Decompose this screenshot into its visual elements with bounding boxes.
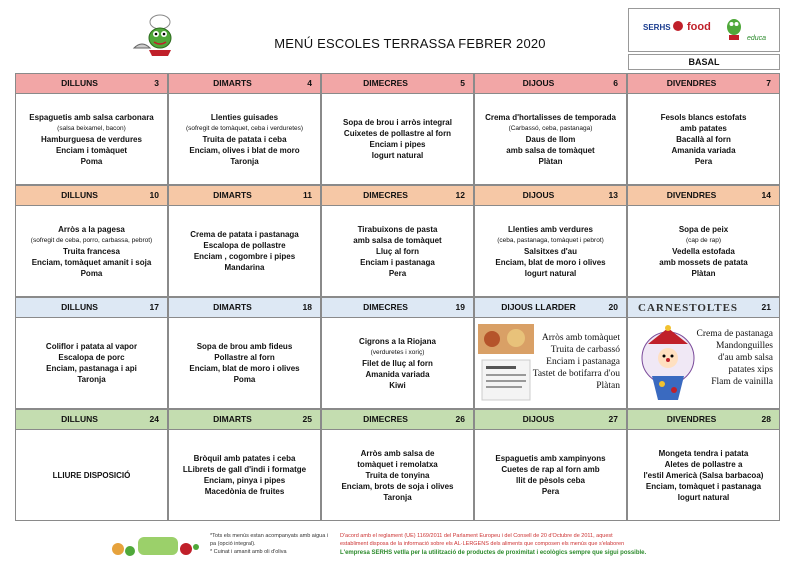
dish-line: Enciam i pastanaga: [546, 357, 620, 367]
footer-note-2: pa (opció integral).: [210, 541, 256, 547]
dish-line: Arròs amb salsa de: [360, 448, 435, 458]
day-number: 11: [303, 190, 312, 200]
alimentacio-sana-logo: [110, 531, 200, 561]
llarder-food-image: [478, 324, 534, 404]
dish-line: Poma: [80, 156, 103, 166]
day-name: DILLUNS: [61, 78, 98, 88]
day-number: 4: [307, 78, 312, 88]
dish-line: Arròs a la pagesa: [58, 224, 125, 234]
dish-line: Enciam i pastanaga: [360, 257, 435, 267]
dish-line: Pollastre al forn: [214, 353, 275, 362]
day-number: 26: [455, 414, 465, 424]
day-menu: [321, 318, 474, 409]
dish-line: Truita de tonyina: [365, 470, 430, 480]
dish-line: Tirabuixons de pasta: [357, 224, 438, 234]
dish-line: Kiwi: [389, 380, 406, 390]
day-header: [321, 73, 474, 94]
dish-line: Fesols blancs estofats: [660, 112, 747, 122]
serhs-food-logo: [628, 8, 780, 52]
day-name: DIMECRES: [363, 414, 408, 424]
dish-line: tomàquet i remolatxa: [357, 459, 438, 469]
dish-line: l'estil Americà (Salsa barbacoa): [643, 470, 764, 480]
week-body-row: [15, 430, 780, 521]
day-name: DIMECRES: [363, 78, 408, 88]
dish-line: Flam de vainilla: [711, 377, 773, 387]
day-name: DIMECRES: [363, 302, 408, 312]
dish-line: Truita de patata i ceba: [202, 134, 287, 144]
day-number: 7: [766, 78, 771, 88]
dish-line: Mandarina: [224, 263, 265, 272]
footer-legal-2: establiment disposa de la informació sobre els AL·LERGENS dels aliments que composen els menús que s'elaboren: [340, 541, 625, 547]
day-header: [474, 185, 627, 206]
day-name: DIJOUS: [522, 78, 555, 88]
day-header: [15, 409, 168, 430]
dish-line: Iogurt natural: [524, 268, 577, 278]
dish-line: Crema de pastanaga: [696, 329, 773, 339]
day-number: 27: [608, 414, 618, 424]
dish-line: Poma: [80, 268, 103, 278]
day-name: DIVENDRES: [666, 190, 717, 200]
day-menu: [474, 206, 627, 297]
day-header: [474, 73, 627, 94]
dish-line: Macedònia de fruites: [204, 487, 285, 496]
dish-line: Iogurt natural: [371, 151, 424, 160]
week-body-row: [15, 206, 780, 297]
dish-line: Plàtan: [538, 156, 563, 166]
dish-line: Cuixetes de pollastre al forn: [343, 129, 452, 138]
dish-line: amb patates: [680, 123, 727, 133]
footer-proximity: L'empresa SERHS vetlla per la utilització de productes de proximitat i ecològics sempre que sigui possible.: [340, 550, 647, 556]
day-menu: [15, 318, 168, 409]
dish-line: Sopa de peix: [678, 224, 729, 234]
dish-line: Crema d'hortalisses de temporada: [485, 112, 616, 122]
day-number: 19: [455, 302, 465, 312]
day-menu: [168, 206, 321, 297]
day-number: 13: [608, 190, 618, 200]
dish-line: Aletes de pollastre a: [664, 459, 743, 469]
dish-line: Mandonguilles: [716, 341, 773, 351]
day-name: DIVENDRES: [666, 78, 717, 88]
dish-line: Daus de llom: [525, 134, 576, 144]
dish-line: Truita francesa: [63, 246, 120, 256]
dish-line: Escalopa de pollastre: [203, 241, 286, 250]
carnestoltes-title: CARNESTOLTES: [638, 302, 739, 314]
dish-line: Enciam, pastanaga i api: [46, 364, 137, 373]
day-number: 18: [302, 302, 312, 312]
dish-line: Amanida variada: [365, 369, 430, 379]
week-header-row: [15, 185, 780, 206]
day-header: [168, 297, 321, 318]
week-header-row: [15, 73, 780, 94]
dish-line: Taronja: [383, 492, 412, 502]
day-header: [627, 297, 780, 318]
day-name: DIMARTS: [213, 78, 252, 88]
day-menu: [474, 94, 627, 185]
week-header-row: [15, 297, 780, 318]
dish-line: d'au amb salsa: [717, 353, 773, 363]
day-name: DILLUNS: [61, 302, 98, 312]
dish-line: Taronja: [77, 375, 106, 384]
day-header: [627, 185, 780, 206]
logo-serhs-text: SERHS: [643, 23, 671, 32]
week-header-row: [15, 409, 780, 430]
day-menu: [168, 94, 321, 185]
dish-line: Llenties amb verdures: [508, 224, 593, 234]
day-header: [321, 185, 474, 206]
day-number: 17: [149, 302, 159, 312]
dish-line: Lluç al forn: [375, 246, 420, 256]
dish-line: Pera: [694, 156, 713, 166]
dish-detail: (Carbassó, ceba, pastanaga): [508, 124, 593, 132]
frog-mascot-icon: [725, 15, 743, 41]
dish-line: Vedella estofada: [672, 246, 735, 256]
dish-line: Escalopa de porc: [58, 353, 125, 362]
dish-detail: (verduretes i xoriç): [370, 348, 425, 356]
dish-line: Enciam, blat de moro i olives: [189, 364, 300, 373]
day-header: [627, 73, 780, 94]
chef-frog-icon: [130, 14, 190, 58]
day-number: 14: [761, 190, 771, 200]
dish-line: Enciam, pinya i pipes: [203, 476, 286, 485]
day-menu: [627, 430, 780, 521]
day-header: [168, 409, 321, 430]
day-header: [168, 185, 321, 206]
dish-line: llit de pèsols ceba: [516, 476, 585, 485]
week-body-row: [15, 94, 780, 185]
dish-line: Enciam , cogombre i pipes: [193, 252, 296, 261]
day-header: [15, 185, 168, 206]
dish-detail: (ceba, pastanaga, tomàquet i pebrot): [497, 236, 604, 244]
dish-line: Arròs amb tomàquet: [541, 333, 620, 343]
footer-legal-1: D'acord amb el reglament (UE) 1169/2011 del Parlament Europeu i del Consell de 20 d'Octubre de 2011, aquest: [340, 533, 613, 539]
carnestoltes-menu-text: [697, 328, 774, 388]
dish-line: Mongeta tendra i patata: [658, 448, 749, 458]
dish-line: Enciam, brots de soja i olives: [341, 481, 454, 491]
day-name: DILLUNS: [61, 190, 98, 200]
footer-note-3: * Cuinat i amanit amb oli d'oliva: [210, 549, 287, 555]
carnestoltes-clown-image: [638, 324, 698, 404]
dish-line: Crema de patata i pastanaga: [190, 230, 299, 239]
dish-line: Enciam, tomàquet i pastanaga: [645, 481, 762, 491]
dish-detail: (sofregit de tomàquet, ceba i verduretes): [185, 124, 304, 132]
logo-educa-text: educa: [747, 35, 767, 42]
day-menu: [321, 206, 474, 297]
day-number: 25: [302, 414, 312, 424]
dish-line: Enciam, blat de moro i olives: [495, 257, 606, 267]
footer-note-1: *Tots els menús estan acompanyats amb aigua i: [210, 533, 329, 539]
day-header: [474, 409, 627, 430]
day-number: 20: [608, 302, 618, 312]
llarder-menu-text: [533, 332, 620, 392]
footer-notes: [210, 532, 328, 556]
day-number: 24: [149, 414, 159, 424]
week-body-row: [15, 318, 780, 409]
basal-label: BASAL: [628, 54, 780, 70]
dish-line: Bacallà al forn: [676, 134, 731, 144]
day-name: DILLUNS: [61, 414, 98, 424]
day-menu: [474, 430, 627, 521]
dish-line: Salsitxes d'au: [523, 246, 578, 256]
day-name: DIVENDRES: [666, 414, 717, 424]
day-header: [15, 297, 168, 318]
dish-line: Cigrons a la Riojana: [359, 336, 436, 346]
day-name: DIJOUS LLARDER: [501, 302, 576, 312]
dish-detail: (sofregit de ceba, porro, carbassa, pebrot): [30, 236, 153, 244]
day-number: 10: [149, 190, 159, 200]
footer-legal: [340, 532, 780, 548]
dish-line: amb salsa de tomàquet: [353, 235, 442, 245]
dish-line: Sopa de brou i arròs integral: [343, 118, 452, 127]
dish-line: Enciam i pipes: [369, 140, 426, 149]
page-title: MENÚ ESCOLES TERRASSA FEBRER 2020: [274, 36, 546, 51]
day-name: DIMARTS: [213, 190, 252, 200]
logo-dot-icon: [673, 21, 683, 31]
day-header: [15, 73, 168, 94]
dish-line: Espaguetis amb xampinyons: [495, 454, 606, 463]
dish-line: Iogurt natural: [677, 492, 730, 502]
dish-line: Enciam i tomàquet: [55, 145, 128, 155]
day-menu: [474, 318, 627, 409]
dish-line: amb salsa de tomàquet: [506, 145, 595, 155]
dish-line: patates xips: [728, 365, 773, 375]
dish-line: Sopa de brou amb fideus: [196, 342, 293, 351]
menu-grid: [15, 73, 780, 521]
dish-line: Bròquil amb patates i ceba: [193, 454, 296, 463]
dish-line: Llenties guisades: [210, 112, 279, 122]
day-menu: [15, 430, 168, 521]
day-menu: [627, 94, 780, 185]
day-menu: [168, 318, 321, 409]
dish-line: Pera: [388, 268, 407, 278]
dish-line: Coliflor i patata al vapor: [45, 342, 138, 351]
dish-line: Cuetes de rap al forn amb: [501, 465, 600, 474]
dish-line: Hamburguesa de verdures: [41, 134, 142, 144]
day-header: [474, 297, 627, 318]
dish-detail: (salsa beixamel, bacon): [57, 124, 126, 132]
day-menu: [168, 430, 321, 521]
day-header: [321, 409, 474, 430]
day-header: [627, 409, 780, 430]
dish-line: LLibrets de gall d'indi i formatge: [182, 465, 307, 474]
dish-line: Truita de carbassó: [550, 345, 620, 355]
day-name: DIJOUS: [522, 190, 555, 200]
day-header: [321, 297, 474, 318]
day-number: 12: [455, 190, 465, 200]
day-menu: [321, 430, 474, 521]
logo-food-text: food: [687, 21, 711, 33]
day-number: 21: [761, 302, 771, 312]
day-menu: [15, 94, 168, 185]
day-header: [168, 73, 321, 94]
day-menu: [627, 206, 780, 297]
dish-line: Enciam, olives i blat de moro: [189, 145, 300, 155]
day-menu: [321, 94, 474, 185]
day-number: 5: [460, 78, 465, 88]
day-name: DIJOUS: [522, 414, 555, 424]
dish-line: Plàtan: [596, 381, 620, 391]
dish-line: LLIURE DISPOSICIÓ: [52, 470, 131, 480]
day-name: DIMARTS: [213, 414, 252, 424]
dish-line: Amanida variada: [671, 145, 736, 155]
dish-line: Espaguetis amb salsa carbonara: [29, 112, 154, 122]
dish-line: amb mossets de patata: [659, 257, 748, 267]
dish-line: Enciam, tomàquet amanit i soja: [31, 257, 152, 267]
day-menu: [627, 318, 780, 409]
day-number: 6: [613, 78, 618, 88]
day-number: 28: [761, 414, 771, 424]
dish-line: Filet de lluç al forn: [362, 358, 433, 368]
day-menu: [15, 206, 168, 297]
dish-line: Taronja: [230, 156, 259, 166]
dish-line: Poma: [233, 375, 256, 384]
day-name: DIMECRES: [363, 190, 408, 200]
dish-line: Pera: [541, 487, 560, 496]
dish-detail: (cap de rap): [685, 236, 722, 244]
dish-line: Tastet de botifarra d'ou: [532, 369, 620, 379]
dish-line: Plàtan: [691, 268, 716, 278]
day-name: DIMARTS: [213, 302, 252, 312]
day-number: 3: [154, 78, 159, 88]
